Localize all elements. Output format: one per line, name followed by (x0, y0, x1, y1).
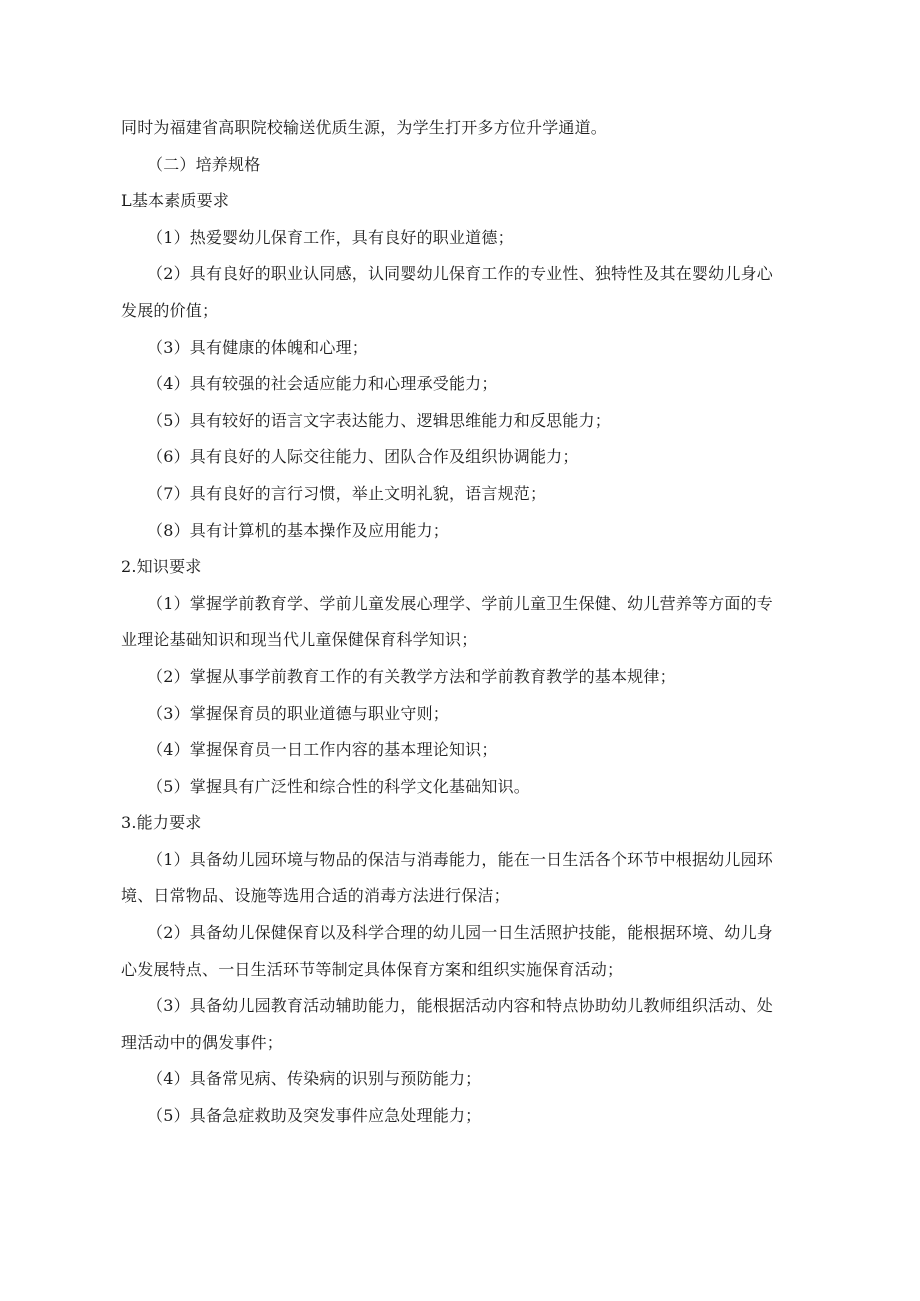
section-heading: （二）培养规格 (147, 154, 261, 174)
list-item: （2）具有良好的职业认同感，认同婴幼儿保育工作的专业性、独特性及其在婴幼儿身心 (147, 264, 773, 284)
list-item-continuation: 理活动中的偶发事件； (121, 1032, 284, 1052)
document-body (121, 110, 811, 1135)
list-item: （2）掌握从事学前教育工作的有关教学方法和学前教育教学的基本规律； (147, 666, 676, 686)
list-item: （6）具有良好的人际交往能力、团队合作及组织协调能力； (147, 447, 579, 467)
list-item: （5）掌握具有广泛性和综合性的科学文化基础知识。 (147, 776, 530, 796)
list-item-continuation: 业理论基础知识和现当代儿童保健保育科学知识； (121, 630, 478, 650)
list-item: （4）具有较强的社会适应能力和心理承受能力； (147, 374, 498, 394)
list-item: （5）具备急症救助及突发事件应急处理能力； (147, 1106, 482, 1126)
list-item: （8）具有计算机的基本操作及应用能力； (147, 520, 449, 540)
list-item-continuation: 境、日常物品、设施等选用合适的消毒方法进行保洁； (121, 886, 510, 906)
list-item: （4）具备常见病、传染病的识别与预防能力； (147, 1069, 482, 1089)
list-item: （2）具备幼儿保健保育以及科学合理的幼儿园一日生活照护技能，能根据环境、幼儿身 (147, 923, 773, 943)
list-item: （1）热爱婴幼儿保育工作，具有良好的职业道德； (147, 227, 514, 247)
list-item: （1）具备幼儿园环境与物品的保洁与消毒能力，能在一日生活各个环节中根据幼儿园环 (147, 849, 773, 869)
list-item: （3）具备幼儿园教育活动辅助能力，能根据活动内容和特点协助幼儿教师组织活动、处 (147, 996, 773, 1016)
paragraph-line: 同时为福建省高职院校输送优质生源，为学生打开多方位升学通道。 (121, 118, 608, 137)
list-item: （1）掌握学前教育学、学前儿童发展心理学、学前儿童卫生保健、幼儿营养等方面的专 (147, 593, 773, 613)
list-item: （4）掌握保育员一日工作内容的基本理论知识； (147, 740, 498, 760)
list-item: （7）具有良好的言行习惯，举止文明礼貌，语言规范； (147, 483, 547, 503)
subsection-heading: L基本素质要求 (121, 191, 230, 211)
subsection-heading: 2.知识要求 (121, 557, 202, 577)
list-item: （3）具有健康的体魄和心理； (147, 337, 368, 357)
list-item: （3）掌握保育员的职业道德与职业守则； (147, 703, 449, 723)
list-item: （5）具有较好的语言文字表达能力、逻辑思维能力和反思能力； (147, 410, 611, 430)
list-item-continuation: 心发展特点、一日生活环节等制定具体保育方案和组织实施保育活动； (121, 959, 624, 979)
list-item-continuation: 发展的价值； (121, 300, 219, 320)
subsection-heading: 3.能力要求 (121, 813, 202, 833)
